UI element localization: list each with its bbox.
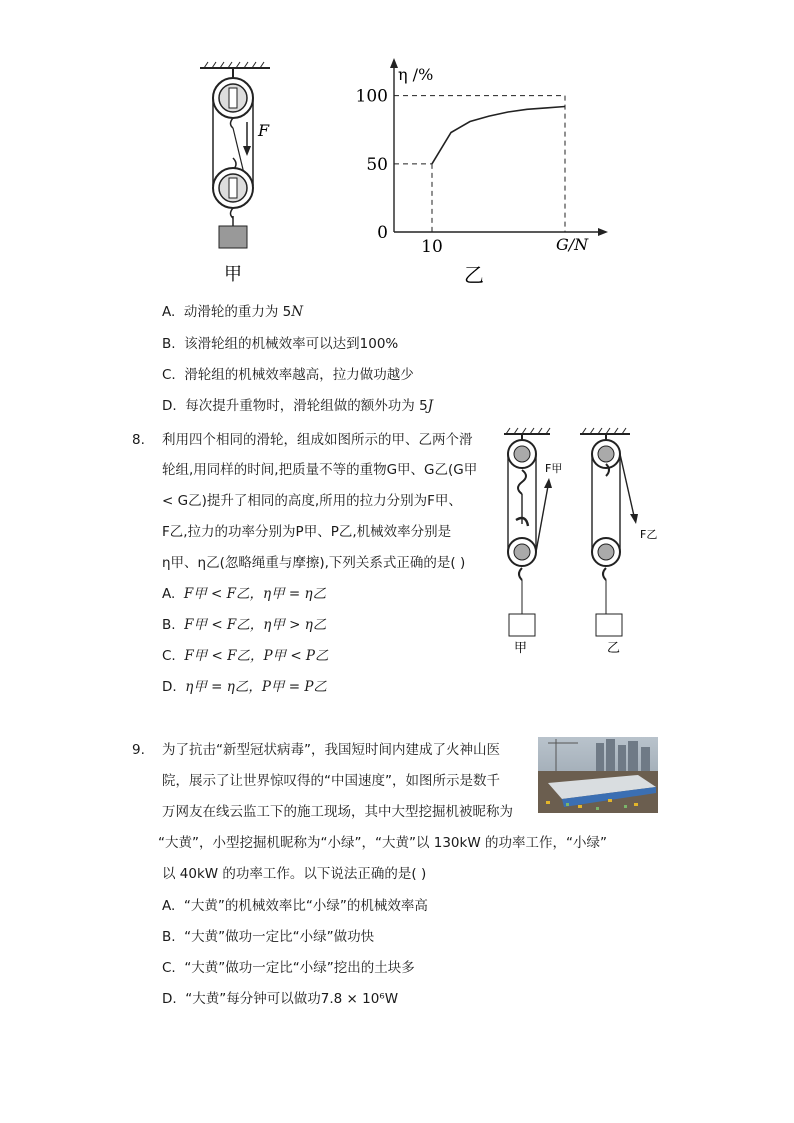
q8-option-d[interactable]: D. η甲 = η乙，P甲 = P乙 <box>162 679 327 695</box>
q8-option-b[interactable]: B. F甲 < F乙，η甲 > η乙 <box>162 617 327 633</box>
q8-stem-line-2: 轮组,用同样的时间,把质量不等的重物G甲、G乙(G甲 <box>162 462 478 478</box>
chart-xlabel: G/N <box>556 235 589 254</box>
q7-option-d[interactable]: D. 每次提升重物时，滑轮组做的额外功为 5J <box>162 398 434 414</box>
q9-option-b[interactable]: B. “大黄”做功一定比“小绿”做功快 <box>162 929 375 945</box>
q9-stem-line-3: 万网友在线云监工下的施工现场，其中大型挖掘机被昵称为 <box>162 804 513 820</box>
q9-stem-line-4: “大黄”，小型挖掘机昵称为“小绿”，“大黄”以 130kW 的功率工作，“小绿” <box>158 835 607 851</box>
q7-option-a[interactable]: A. 动滑轮的重力为 5N <box>162 304 304 320</box>
q8-option-c[interactable]: C. F甲 < F乙，P甲 < P乙 <box>162 648 329 664</box>
q8-force-jia: F甲 <box>545 462 563 475</box>
q9-stem-line-1: 为了抗击“新型冠状病毒”，我国短时间内建成了火神山医 <box>162 742 500 758</box>
q9-stem-line-2: 院，展示了让世界惊叹得的“中国速度”，如图所示是数千 <box>162 773 500 789</box>
chart-x-axis-arrow <box>598 228 608 236</box>
chart-y-tick-100: 100 <box>355 86 388 107</box>
q8-caption-yi: 乙 <box>607 641 621 656</box>
chart-y-tick-50: 50 <box>366 154 388 175</box>
q9-option-c[interactable]: C. “大黄”做功一定比“小绿”挖出的土块多 <box>162 960 415 976</box>
q7-jia-caption: 甲 <box>224 264 242 285</box>
q7-option-b[interactable]: B. 该滑轮组的机械效率可以达到100% <box>162 336 399 352</box>
q9-construction-photo <box>538 737 658 813</box>
q8-caption-jia: 甲 <box>514 641 528 656</box>
q8-force-yi: F乙 <box>640 528 658 541</box>
q8-stem-line-5: η甲、η乙(忽略绳重与摩擦),下列关系式正确的是( ) <box>162 555 466 571</box>
q7-option-c[interactable]: C. 滑轮组的机械效率越高，拉力做功越少 <box>162 367 414 383</box>
q7-force-label: F <box>258 121 270 140</box>
q8-option-a[interactable]: A. F甲 < F乙，η甲 = η乙 <box>162 586 327 602</box>
chart-series-efficiency <box>432 107 565 164</box>
q8-pulley-figure <box>498 424 678 660</box>
chart-origin-label: 0 <box>377 223 388 243</box>
q9-number: 9. <box>132 742 145 758</box>
q7-yi-caption: 乙 <box>464 263 484 287</box>
q9-option-d[interactable]: D. “大黄”每分钟可以做功7.8 × 10⁶W <box>162 991 399 1007</box>
chart-x-tick-10: 10 <box>421 237 443 257</box>
q8-number: 8. <box>132 432 145 448</box>
q8-stem-line-3: < G乙)提升了相同的高度,所用的拉力分别为F甲、 <box>162 493 462 509</box>
q9-stem-line-5: 以 40kW 的功率工作。以下说法正确的是( ) <box>162 866 427 882</box>
q8-stem-line-1: 利用四个相同的滑轮，组成如图所示的甲、乙两个滑 <box>162 432 473 448</box>
chart-ylabel: η /% <box>398 65 434 84</box>
q9-option-a[interactable]: A. “大黄”的机械效率比“小绿”的机械效率高 <box>162 898 428 914</box>
chart-y-axis-arrow <box>390 58 398 68</box>
q7-figure-jia <box>190 58 290 288</box>
q7-efficiency-chart <box>355 58 620 294</box>
q8-stem-line-4: F乙,拉力的功率分别为P甲、P乙,机械效率分别是 <box>162 524 452 540</box>
